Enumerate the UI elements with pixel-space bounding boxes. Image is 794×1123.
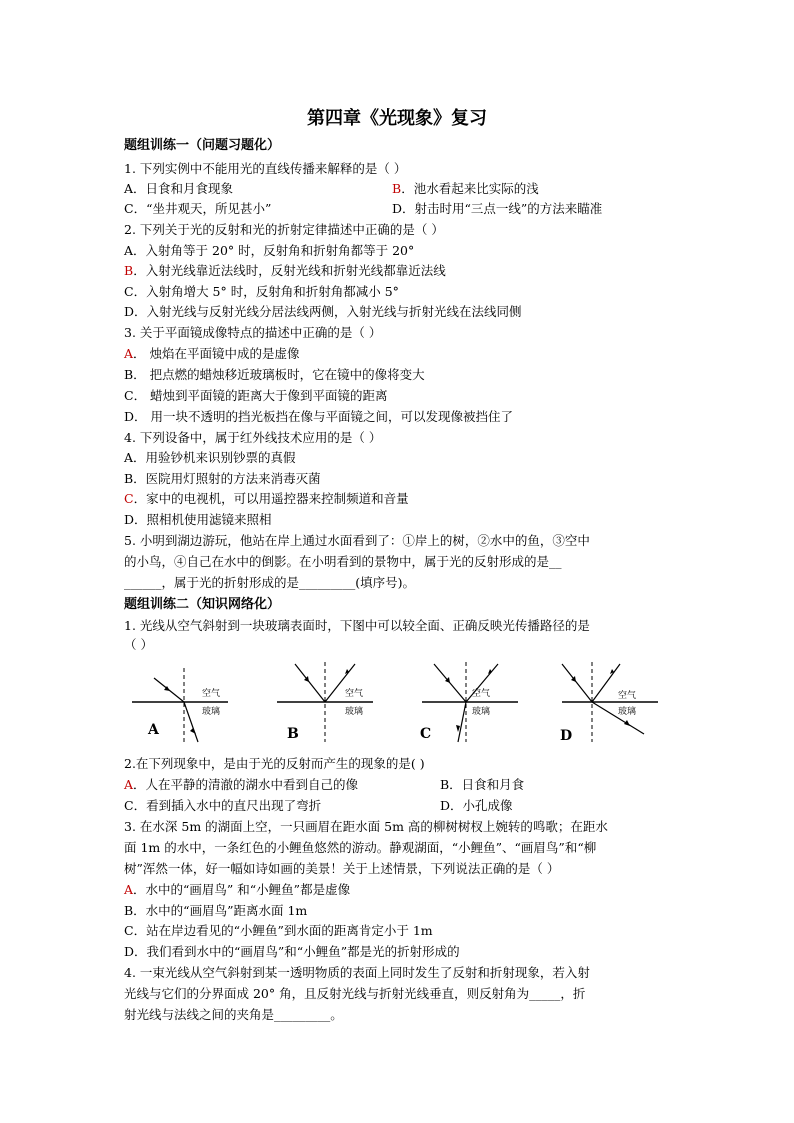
s2-q4-line-2: 光线与它们的分界面成 20° 角，且反射光线与折射光线垂直，则反射角为_____，折 xyxy=(124,986,586,1001)
q2-option-c: C．入射角增大 5° 时，反射角和折射角都减小 5° xyxy=(124,284,399,299)
s2-q2-option-a xyxy=(124,776,358,794)
q5-line-2: 的小鸟，④自己在水中的倒影。在小明看到的景物中，属于光的反射形成的是__ xyxy=(124,554,562,569)
figure-b-air-label: 空气 xyxy=(345,689,364,699)
q3-option-b: B． 把点燃的蜡烛移近玻璃板时，它在镜中的像将变大 xyxy=(124,367,425,382)
figure-d-air-label: 空气 xyxy=(618,691,637,701)
q3-option-d: D． 用一块不透明的挡光板挡在像与平面镜之间，可以发现像被挡住了 xyxy=(124,409,513,424)
figure-a-letter: A xyxy=(148,722,159,738)
figure-b xyxy=(269,656,379,748)
q1-option-b-text: ．池水看起来比实际的浅 xyxy=(401,181,539,196)
q1-option-b xyxy=(392,180,539,198)
figure-a-diagram xyxy=(124,656,234,748)
s2-q1-line-2: （ ） xyxy=(124,637,153,652)
figure-b-diagram xyxy=(269,656,379,748)
s2-q2-option-a-text: ．人在平静的清澈的湖水中看到自己的像 xyxy=(133,777,359,792)
s2-q3-line-1: 3. 在水深 5m 的湖面上空，一只画眉在距水面 5m 高的柳树树杈上婉转的鸣歌；在距水 xyxy=(124,819,608,834)
q1-option-a: A．日食和月食现象 xyxy=(124,181,234,196)
s2-q3-line-3: 树”浑然一体，好一幅如诗如画的美景！关于上述情景，下列说法正确的是（ ） xyxy=(124,861,560,876)
figure-b-glass-label: 玻璃 xyxy=(345,707,364,717)
s2-q2-option-d: D．小孔成像 xyxy=(440,798,513,813)
q2-answer-letter: B xyxy=(124,263,134,278)
q5-line-1: 5. 小明到湖边游玩，他站在岸上通过水面看到了：①岸上的树，②水中的鱼，③空中 xyxy=(124,533,590,548)
s2-q2-option-b: B．日食和月食 xyxy=(440,777,525,792)
q3-answer-letter: A xyxy=(124,346,134,361)
s2-q3-option-d: D．我们看到水中的“画眉鸟”和“小鲤鱼”都是光的折射形成的 xyxy=(124,944,460,959)
s2-q2-answer-letter: A xyxy=(124,777,134,792)
s2-q3-option-a xyxy=(124,881,350,899)
q2-option-a: A．入射角等于 20° 时，反射角和折射角都等于 20° xyxy=(124,243,415,258)
q1-stem: 1. 下列实例中不能用光的直线传播来解释的是（ ） xyxy=(124,161,407,176)
figure-c xyxy=(414,656,524,748)
s2-q3-line-2: 面 1m 的水中，一条红色的小鲤鱼悠然的游动。静观湖面，“小鲤鱼”、“画眉鸟”和“柳 xyxy=(124,840,597,855)
figure-a xyxy=(124,656,234,748)
figure-a-air-label: 空气 xyxy=(202,689,221,699)
s2-q3-option-a-text: ．水中的“画眉鸟” 和“小鲤鱼”都是虚像 xyxy=(133,882,351,897)
q1-option-c: C．“坐井观天，所见甚小” xyxy=(124,201,272,216)
q1-answer-letter: B xyxy=(392,181,402,196)
figure-a-glass-label: 玻璃 xyxy=(202,707,221,717)
section-header-2: 题组训练二（知识网络化） xyxy=(124,597,281,612)
q3-option-c: C． 蜡烛到平面镜的距离大于像到平面镜的距离 xyxy=(124,388,388,403)
q2-option-d: D．入射光线与反射光线分居法线两侧，入射光线与折射光线在法线同侧 xyxy=(124,304,522,319)
s2-q2-option-c: C．看到插入水中的直尺出现了弯折 xyxy=(124,798,322,813)
q3-option-a xyxy=(124,345,300,363)
figure-c-air-label: 空气 xyxy=(472,689,491,699)
figure-c-glass-label: 玻璃 xyxy=(472,707,491,717)
q2-stem: 2. 下列关于光的反射和光的折射定律描述中正确的是（ ） xyxy=(124,222,444,237)
figure-d-glass-label: 玻璃 xyxy=(618,707,637,717)
q1-option-d: D．射击时用“三点一线”的方法来瞄准 xyxy=(392,201,603,216)
page-title: 第四章《光现象》复习 xyxy=(307,108,487,129)
figure-b-letter: B xyxy=(287,726,299,742)
figure-d xyxy=(554,656,664,748)
q2-option-b xyxy=(124,262,446,280)
s2-q2-stem: 2.在下列现象中，是由于光的反射而产生的现象的是( ) xyxy=(124,756,425,771)
q4-answer-letter: C xyxy=(124,491,134,506)
q4-option-a: A．用验钞机来识别钞票的真假 xyxy=(124,450,296,465)
figure-d-letter: D xyxy=(560,728,573,744)
s2-q3-option-b: B．水中的“画眉鸟”距离水面 1m xyxy=(124,903,308,918)
q4-stem: 4. 下列设备中，属于红外线技术应用的是（ ） xyxy=(124,430,382,445)
q4-option-c xyxy=(124,490,409,508)
q2-option-b-text: ．入射光线靠近法线时，反射光线和折射光线都靠近法线 xyxy=(133,263,446,278)
s2-q4-line-1: 4. 一束光线从空气斜射到某一透明物质的表面上同时发生了反射和折射现象，若入射 xyxy=(124,965,590,980)
q5-line-3: ______，属于光的折射形成的是_________(填序号)。 xyxy=(124,575,416,590)
figure-c-letter: C xyxy=(420,726,432,742)
refraction-figures xyxy=(124,656,664,748)
s2-q3-option-c: C．站在岸边看见的“小鲤鱼”到水面的距离肯定小于 1m xyxy=(124,923,433,938)
q4-option-b: B．医院用灯照射的方法来消毒灭菌 xyxy=(124,471,321,486)
q4-option-c-text: ．家中的电视机，可以用遥控器来控制频道和音量 xyxy=(133,491,409,506)
s2-q3-answer-letter: A xyxy=(124,882,134,897)
q3-stem: 3. 关于平面镜成像特点的描述中正确的是（ ） xyxy=(124,325,382,340)
section-header-1: 题组训练一（问题习题化） xyxy=(124,138,281,153)
q4-option-d: D．照相机使用滤镜来照相 xyxy=(124,512,272,527)
s2-q1-line-1: 1. 光线从空气斜射到一块玻璃表面时，下图中可以较全面、正确反映光传播路径的是 xyxy=(124,618,590,633)
s2-q4-line-3: 射光线与法线之间的夹角是_________。 xyxy=(124,1007,343,1022)
q3-option-a-text: ． 烛焰在平面镜中成的是虚像 xyxy=(133,346,300,361)
